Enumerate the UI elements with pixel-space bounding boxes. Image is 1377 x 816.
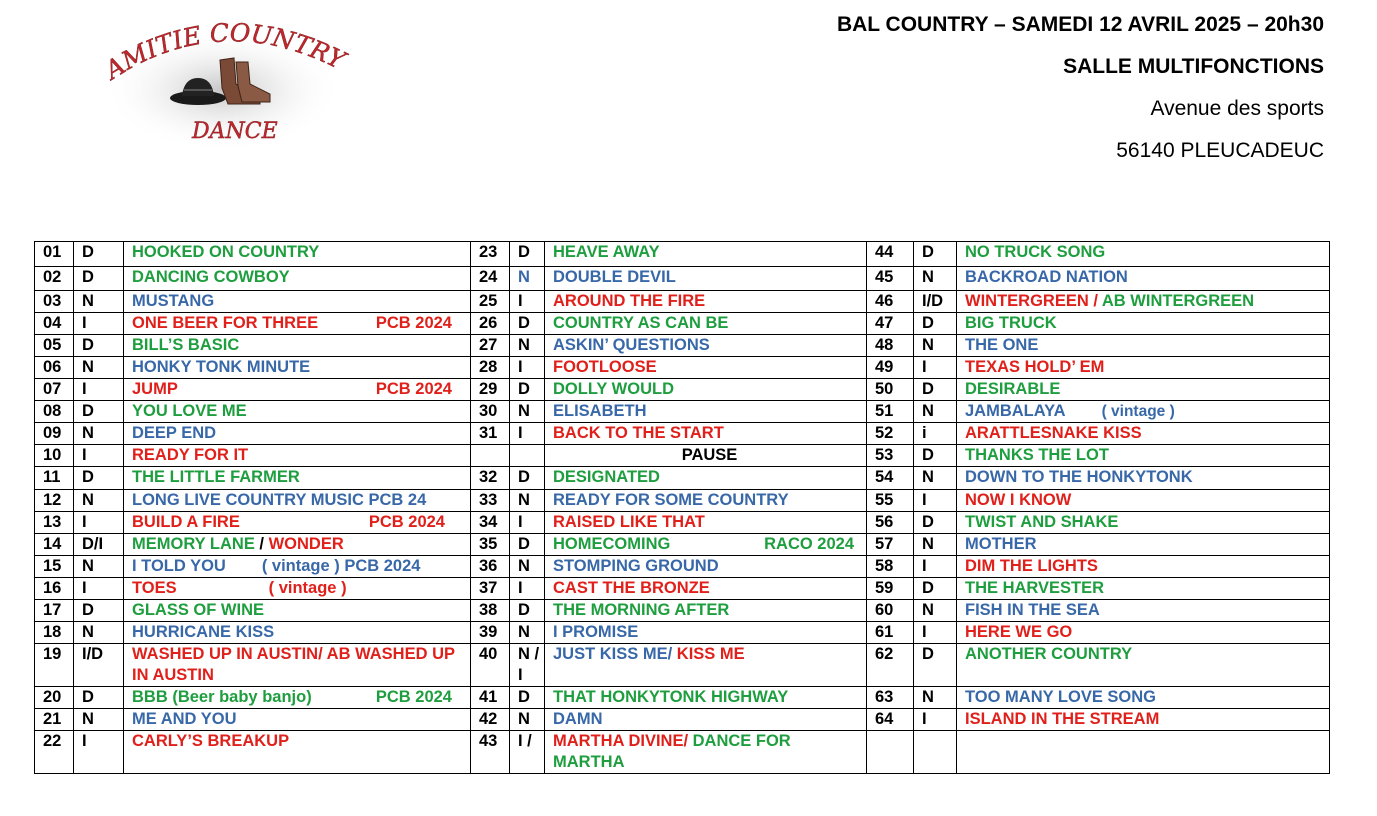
dance-title: CARLY’S BREAKUP: [124, 731, 471, 774]
dance-type: N: [74, 291, 124, 313]
dance-type: N: [914, 401, 957, 423]
dance-type: D: [510, 313, 545, 335]
dance-type: D: [510, 467, 545, 490]
dance-title: YOU LOVE ME: [124, 401, 471, 423]
dance-title: DOUBLE DEVIL: [545, 267, 867, 291]
table-row: [35, 357, 1330, 379]
dance-title: [545, 644, 867, 687]
dance-type: N: [74, 423, 124, 445]
dance-title: I PROMISE: [545, 622, 867, 644]
dance-title: READY FOR IT: [124, 445, 471, 467]
dance-type: I: [74, 445, 124, 467]
pcb-tag: PCB 2024: [375, 380, 452, 398]
dance-title-part: KISS ME: [676, 645, 745, 663]
vintage-tag: ( vintage ): [268, 579, 347, 597]
dance-type: N: [914, 267, 957, 291]
dance-title: THE HARVESTER: [957, 578, 1330, 600]
raco-tag: RACO 2024: [764, 535, 854, 553]
dance-title: GLASS OF WINE: [124, 600, 471, 622]
dance-title: HEAVE AWAY: [545, 242, 867, 267]
dance-type: I: [914, 490, 957, 512]
dance-title: DOLLY WOULD: [545, 379, 867, 401]
dance-type: D: [74, 242, 124, 267]
dance-type: I: [74, 313, 124, 335]
dance-type: N: [510, 401, 545, 423]
table-row: [35, 709, 1330, 731]
dance-type: N: [74, 357, 124, 379]
dance-title: DESIRABLE: [957, 379, 1330, 401]
dance-title: [124, 512, 471, 534]
vintage-pcb-tag: ( vintage ) PCB 2024: [261, 557, 421, 575]
table-row: [35, 687, 1330, 709]
dance-number: 20: [35, 687, 74, 709]
dance-type: I: [510, 357, 545, 379]
dance-type: N: [74, 709, 124, 731]
dance-title-part: MEMORY LANE: [132, 535, 255, 553]
dance-title: DAMN: [545, 709, 867, 731]
pcb-tag: PCB 2024: [375, 314, 452, 332]
dance-number: 50: [867, 379, 914, 401]
dance-type: I: [914, 556, 957, 578]
dance-title-separator: /: [1088, 292, 1102, 310]
dance-number: 52: [867, 423, 914, 445]
dance-title: THAT HONKYTONK HIGHWAY: [545, 687, 867, 709]
dance-number: 30: [471, 401, 510, 423]
dance-title: THE MORNING AFTER: [545, 600, 867, 622]
dance-number: 19: [35, 644, 74, 687]
dance-title: BILL’S BASIC: [124, 335, 471, 357]
dance-number: 33: [471, 490, 510, 512]
dance-number: [867, 731, 914, 774]
table-row: [35, 534, 1330, 556]
dance-number: 02: [35, 267, 74, 291]
dance-title: CAST THE BRONZE: [545, 578, 867, 600]
dance-number: 54: [867, 467, 914, 490]
dance-type: I: [914, 357, 957, 379]
dance-type: I: [74, 512, 124, 534]
dance-title: [124, 534, 471, 556]
dance-number: 22: [35, 731, 74, 774]
dance-number: 46: [867, 291, 914, 313]
dance-title: ANOTHER COUNTRY: [957, 644, 1330, 687]
dance-type: D: [914, 445, 957, 467]
dance-title: [545, 731, 867, 774]
dance-type: D: [510, 534, 545, 556]
table-row: [35, 379, 1330, 401]
dance-number: 44: [867, 242, 914, 267]
dance-type: I: [74, 731, 124, 774]
dance-type: D/I: [74, 534, 124, 556]
dance-type: D: [510, 600, 545, 622]
dance-type: N: [914, 335, 957, 357]
dance-title: DEEP END: [124, 423, 471, 445]
pcb-tag: PCB 2024: [375, 688, 452, 706]
dance-title: RAISED LIKE THAT: [545, 512, 867, 534]
dance-title-part: AB WASHED UP IN AUSTIN: [132, 645, 455, 684]
table-row: [35, 490, 1330, 512]
dance-title: TWIST AND SHAKE: [957, 512, 1330, 534]
dance-title: [124, 379, 471, 401]
dance-title: AROUND THE FIRE: [545, 291, 867, 313]
dance-number: 14: [35, 534, 74, 556]
svg-text:AMITIE COUNTRY: AMITIE COUNTRY: [100, 18, 350, 85]
dance-number: [471, 445, 510, 467]
dance-type: N: [74, 556, 124, 578]
table-row: [35, 242, 1330, 267]
dance-type: I: [510, 512, 545, 534]
venue-name: SALLE MULTIFONCTIONS: [1063, 55, 1324, 78]
dance-title-part: MARTHA DIVINE/: [553, 732, 693, 750]
dance-title: FISH IN THE SEA: [957, 600, 1330, 622]
table-row: [35, 556, 1330, 578]
pause-label: PAUSE: [545, 445, 867, 467]
dance-number: 45: [867, 267, 914, 291]
dance-number: 60: [867, 600, 914, 622]
dance-number: 08: [35, 401, 74, 423]
dance-title-text: JAMBALAYA: [965, 402, 1066, 420]
dance-number: 10: [35, 445, 74, 467]
dance-number: 56: [867, 512, 914, 534]
dance-type: N: [74, 490, 124, 512]
dance-type: N: [510, 622, 545, 644]
table-row: [35, 267, 1330, 291]
dance-title: ELISABETH: [545, 401, 867, 423]
dance-number: 49: [867, 357, 914, 379]
dance-title: TOO MANY LOVE SONG: [957, 687, 1330, 709]
dance-number: 28: [471, 357, 510, 379]
dance-number: 31: [471, 423, 510, 445]
dance-title: THE LITTLE FARMER: [124, 467, 471, 490]
dance-type: I/D: [74, 644, 124, 687]
table-row: [35, 291, 1330, 313]
dance-number: 13: [35, 512, 74, 534]
dance-type: N: [510, 490, 545, 512]
dance-type: D: [914, 242, 957, 267]
dance-title: ASKIN’ QUESTIONS: [545, 335, 867, 357]
dance-title-text: BUILD A FIRE: [132, 513, 240, 531]
dance-number: 04: [35, 313, 74, 335]
dance-type: D: [914, 644, 957, 687]
dance-type: I/D: [914, 291, 957, 313]
dance-type: N: [510, 709, 545, 731]
dance-number: 51: [867, 401, 914, 423]
dance-type: N: [510, 556, 545, 578]
table-row: [35, 600, 1330, 622]
dance-title: COUNTRY AS CAN BE: [545, 313, 867, 335]
dance-number: 27: [471, 335, 510, 357]
dance-type: N: [914, 534, 957, 556]
dance-type: D: [510, 379, 545, 401]
dance-title: [124, 644, 471, 687]
dance-number: 37: [471, 578, 510, 600]
dance-type: D: [74, 267, 124, 291]
dance-type: D: [74, 687, 124, 709]
dance-type: D: [914, 512, 957, 534]
dance-title: [124, 687, 471, 709]
dance-number: 21: [35, 709, 74, 731]
table-row: [35, 445, 1330, 467]
dance-number: 32: [471, 467, 510, 490]
dance-title: LONG LIVE COUNTRY MUSIC PCB 24: [124, 490, 471, 512]
song-list-table: [34, 241, 1330, 774]
dance-title: TEXAS HOLD’ EM: [957, 357, 1330, 379]
dance-number: 58: [867, 556, 914, 578]
dance-number: 61: [867, 622, 914, 644]
dance-title: ISLAND IN THE STREAM: [957, 709, 1330, 731]
logo-bottom-text: DANCE: [192, 119, 278, 144]
dance-title-text: HOMECOMING: [553, 535, 671, 553]
dance-title-part: WONDER: [268, 535, 344, 553]
dance-number: 06: [35, 357, 74, 379]
dance-number: 57: [867, 534, 914, 556]
dance-number: 47: [867, 313, 914, 335]
dance-title: HONKY TONK MINUTE: [124, 357, 471, 379]
dance-title-separator: /: [254, 535, 269, 553]
dance-title: BACKROAD NATION: [957, 267, 1330, 291]
dance-number: 63: [867, 687, 914, 709]
dance-type: D: [914, 379, 957, 401]
dance-number: 64: [867, 709, 914, 731]
dance-title: DIM THE LIGHTS: [957, 556, 1330, 578]
dance-number: 43: [471, 731, 510, 774]
dance-title: [957, 731, 1330, 774]
dance-type: I: [914, 709, 957, 731]
dance-title: [124, 556, 471, 578]
table-row: [35, 644, 1330, 687]
dance-title-part: AB WINTERGREEN: [1101, 292, 1255, 310]
dance-number: 03: [35, 291, 74, 313]
dance-number: 35: [471, 534, 510, 556]
dance-type: D: [914, 313, 957, 335]
dance-title: [124, 578, 471, 600]
dance-title-text: TOES: [132, 579, 177, 597]
dance-number: 48: [867, 335, 914, 357]
dance-title-text: I TOLD YOU: [132, 557, 226, 575]
dance-number: 07: [35, 379, 74, 401]
table-row: [35, 423, 1330, 445]
dance-number: 01: [35, 242, 74, 267]
dance-number: 42: [471, 709, 510, 731]
dance-type: N / I: [510, 644, 545, 687]
dance-title: READY FOR SOME COUNTRY: [545, 490, 867, 512]
dance-title: HERE WE GO: [957, 622, 1330, 644]
dance-number: 40: [471, 644, 510, 687]
dance-number: 53: [867, 445, 914, 467]
venue-city: 56140 PLEUCADEUC: [1116, 139, 1324, 162]
dance-type: D: [74, 401, 124, 423]
event-title: BAL COUNTRY – SAMEDI 12 AVRIL 2025 – 20h30: [836, 13, 1324, 36]
dance-title: [545, 534, 867, 556]
dance-type: I: [74, 379, 124, 401]
table-row: [35, 313, 1330, 335]
dance-title-part: WINTERGREEN: [965, 292, 1089, 310]
dance-title: BIG TRUCK: [957, 313, 1330, 335]
dance-title-part: DANCE FOR MARTHA: [553, 732, 791, 771]
dance-number: 59: [867, 578, 914, 600]
dance-title: DESIGNATED: [545, 467, 867, 490]
dance-number: 17: [35, 600, 74, 622]
dance-number: 18: [35, 622, 74, 644]
dance-title: HURRICANE KISS: [124, 622, 471, 644]
dance-title: DOWN TO THE HONKYTONK: [957, 467, 1330, 490]
dance-type: i: [914, 423, 957, 445]
dance-title: NO TRUCK SONG: [957, 242, 1330, 267]
dance-type: N: [914, 687, 957, 709]
dance-type: D: [74, 335, 124, 357]
dance-number: 23: [471, 242, 510, 267]
table-row: [35, 731, 1330, 774]
event-header: [837, 12, 1324, 180]
dance-type: I /: [510, 731, 545, 774]
dance-type: N: [74, 622, 124, 644]
dance-title: NOW I KNOW: [957, 490, 1330, 512]
dance-title: STOMPING GROUND: [545, 556, 867, 578]
dance-type: D: [74, 467, 124, 490]
dance-number: 62: [867, 644, 914, 687]
table-row: [35, 335, 1330, 357]
dance-type: [510, 445, 545, 467]
dance-title: FOOTLOOSE: [545, 357, 867, 379]
dance-type: I: [510, 578, 545, 600]
table-row: [35, 622, 1330, 644]
dance-number: 15: [35, 556, 74, 578]
dance-title: MOTHER: [957, 534, 1330, 556]
dance-type: D: [510, 242, 545, 267]
dance-type: D: [74, 600, 124, 622]
dance-type: I: [510, 423, 545, 445]
dance-number: 55: [867, 490, 914, 512]
dance-title: THANKS THE LOT: [957, 445, 1330, 467]
dance-type: N: [510, 335, 545, 357]
dance-number: 41: [471, 687, 510, 709]
dance-number: 16: [35, 578, 74, 600]
dance-type: D: [510, 687, 545, 709]
dance-title: THE ONE: [957, 335, 1330, 357]
dance-title: [957, 401, 1330, 423]
dance-title: MUSTANG: [124, 291, 471, 313]
dance-number: 25: [471, 291, 510, 313]
dance-number: 36: [471, 556, 510, 578]
dance-number: 34: [471, 512, 510, 534]
dance-number: 11: [35, 467, 74, 490]
dance-type: I: [74, 578, 124, 600]
dance-number: 24: [471, 267, 510, 291]
dance-title: [957, 291, 1330, 313]
vintage-tag: ( vintage ): [1101, 403, 1175, 420]
dance-title: HOOKED ON COUNTRY: [124, 242, 471, 267]
dance-title-text: BBB (Beer baby banjo): [132, 688, 312, 706]
dance-type: [914, 731, 957, 774]
dance-type: I: [510, 291, 545, 313]
dance-type: D: [914, 578, 957, 600]
venue-street: Avenue des sports: [1150, 97, 1324, 120]
amitie-country-dance-logo: [100, 18, 350, 158]
dance-title: ARATTLESNAKE KISS: [957, 423, 1330, 445]
dance-number: 29: [471, 379, 510, 401]
dance-title-part: WASHED UP IN AUSTIN/: [132, 645, 327, 663]
dance-type: N: [914, 467, 957, 490]
dance-number: 26: [471, 313, 510, 335]
dance-number: 12: [35, 490, 74, 512]
dance-title: [124, 313, 471, 335]
dance-title: BACK TO THE START: [545, 423, 867, 445]
pcb-tag: PCB 2024: [368, 513, 445, 531]
table-row: [35, 467, 1330, 490]
table-row: [35, 512, 1330, 534]
dance-number: 09: [35, 423, 74, 445]
dance-type: I: [914, 622, 957, 644]
dance-title-text: JUMP: [132, 380, 178, 398]
dance-type: N: [510, 267, 545, 291]
dance-number: 05: [35, 335, 74, 357]
dance-type: N: [914, 600, 957, 622]
dance-title-part: JUST KISS ME/: [553, 645, 677, 663]
dance-title-text: ONE BEER FOR THREE: [132, 314, 319, 332]
table-row: [35, 401, 1330, 423]
dance-title: DANCING COWBOY: [124, 267, 471, 291]
dance-title: ME AND YOU: [124, 709, 471, 731]
dance-number: 38: [471, 600, 510, 622]
table-row: [35, 578, 1330, 600]
dance-number: 39: [471, 622, 510, 644]
